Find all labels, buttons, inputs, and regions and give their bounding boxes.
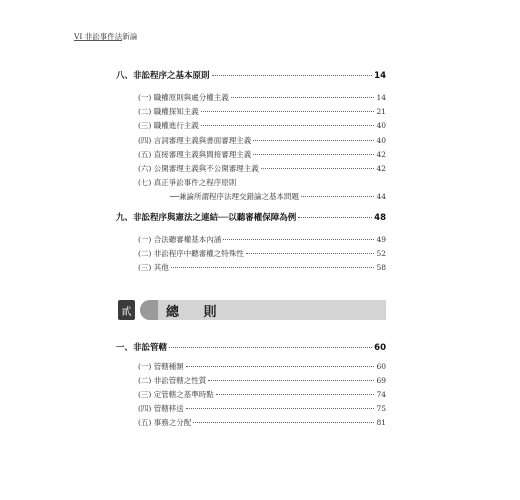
toc-label: (一) 管轄種類 xyxy=(138,362,184,371)
toc-page: 52 xyxy=(376,249,386,258)
toc-label: (一) 合法聽審權基本內涵 xyxy=(138,235,222,244)
toc-label: (六) 公開審理主義與不公開審理主義 xyxy=(138,164,259,173)
toc-label: (三) 職權進行主義 xyxy=(138,121,199,130)
running-header: VI 非訟事件法新論 xyxy=(74,32,138,41)
toc-item[interactable] xyxy=(138,417,386,428)
banner-cap xyxy=(140,300,158,320)
toc-page: 75 xyxy=(376,404,386,413)
toc-item[interactable] xyxy=(138,135,386,146)
toc-page: 58 xyxy=(376,263,386,272)
toc-label: 一、非訟管轄 xyxy=(116,343,168,353)
leader-dots xyxy=(231,97,375,98)
toc-label: (二) 職權探知主義 xyxy=(138,107,199,116)
leader-dots xyxy=(298,217,372,218)
toc-item[interactable] xyxy=(138,234,386,245)
toc-label: 八、非訟程序之基本原則 xyxy=(116,71,210,81)
header-rule xyxy=(74,40,122,41)
toc-label: (五) 事務之分配 xyxy=(138,418,192,427)
toc-label: 九、非訟程序與憲法之連結──以聽審權保障為例 xyxy=(116,213,297,223)
leader-dots xyxy=(201,111,375,112)
toc-page: 60 xyxy=(376,362,386,371)
leader-dots xyxy=(261,168,375,169)
toc-label: (一) 職權原則與處分權主義 xyxy=(138,93,229,102)
leader-dots xyxy=(216,394,375,395)
leader-dots xyxy=(246,253,375,254)
toc-item[interactable] xyxy=(138,120,386,131)
leader-dots xyxy=(169,347,372,348)
toc-label: (二) 非訟程序中聽審權之特殊性 xyxy=(138,249,244,258)
toc-section-1[interactable] xyxy=(116,341,386,353)
toc-page: 14 xyxy=(376,93,386,102)
toc-label: ──兼論所謂程序法理交錯論之基本問題 xyxy=(170,192,300,201)
toc-page: 69 xyxy=(376,376,386,385)
leader-dots xyxy=(223,239,374,240)
toc-page: 40 xyxy=(376,121,386,130)
toc-section-9[interactable] xyxy=(116,211,386,223)
leader-dots xyxy=(301,196,374,197)
toc-item[interactable] xyxy=(138,375,386,386)
leader-dots xyxy=(212,75,373,76)
leader-dots xyxy=(186,408,375,409)
part-number-tab: 貳 xyxy=(118,300,135,320)
toc-item[interactable] xyxy=(138,361,386,372)
leader-dots xyxy=(201,125,375,126)
toc-item[interactable] xyxy=(138,389,386,400)
toc-item[interactable] xyxy=(138,248,386,259)
toc-page: 44 xyxy=(376,192,386,201)
toc-label: (五) 直接審理主義與間接審理主義 xyxy=(138,150,252,159)
toc-page: 81 xyxy=(376,418,386,427)
toc-page: 60 xyxy=(374,343,386,353)
toc-page: 21 xyxy=(376,107,386,116)
toc-item[interactable] xyxy=(138,262,386,273)
toc-page: 49 xyxy=(376,235,386,244)
toc-item[interactable]: (七) 真正爭訟事件之程序原則 xyxy=(138,178,237,187)
toc-item[interactable] xyxy=(138,149,386,160)
toc-label: (四) 言詞審理主義與書面審理主義 xyxy=(138,136,252,145)
toc-page: 14 xyxy=(374,71,386,81)
part-title: 總 則 xyxy=(166,305,227,320)
leader-dots xyxy=(208,380,374,381)
toc-item[interactable] xyxy=(138,403,386,414)
part-banner xyxy=(118,300,386,320)
leader-dots xyxy=(253,154,374,155)
toc-item[interactable] xyxy=(138,163,386,174)
toc-section-8[interactable] xyxy=(116,69,386,81)
toc-item[interactable] xyxy=(138,92,386,103)
leader-dots xyxy=(186,366,375,367)
toc-page: 42 xyxy=(376,150,386,159)
toc-label: (三) 其他 xyxy=(138,263,169,272)
toc-label: (四) 管轄移送 xyxy=(138,404,184,413)
toc-label: (三) 定管轄之基準時點 xyxy=(138,390,214,399)
toc-item-continuation[interactable] xyxy=(170,191,386,202)
toc-label: (二) 非訟管轄之性質 xyxy=(138,376,207,385)
leader-dots xyxy=(253,140,374,141)
toc-item[interactable] xyxy=(138,106,386,117)
toc-page: 42 xyxy=(376,164,386,173)
leader-dots xyxy=(193,422,374,423)
toc-page: 40 xyxy=(376,136,386,145)
leader-dots xyxy=(171,267,375,268)
toc-page: 48 xyxy=(374,213,386,223)
toc-page: 74 xyxy=(376,390,386,399)
